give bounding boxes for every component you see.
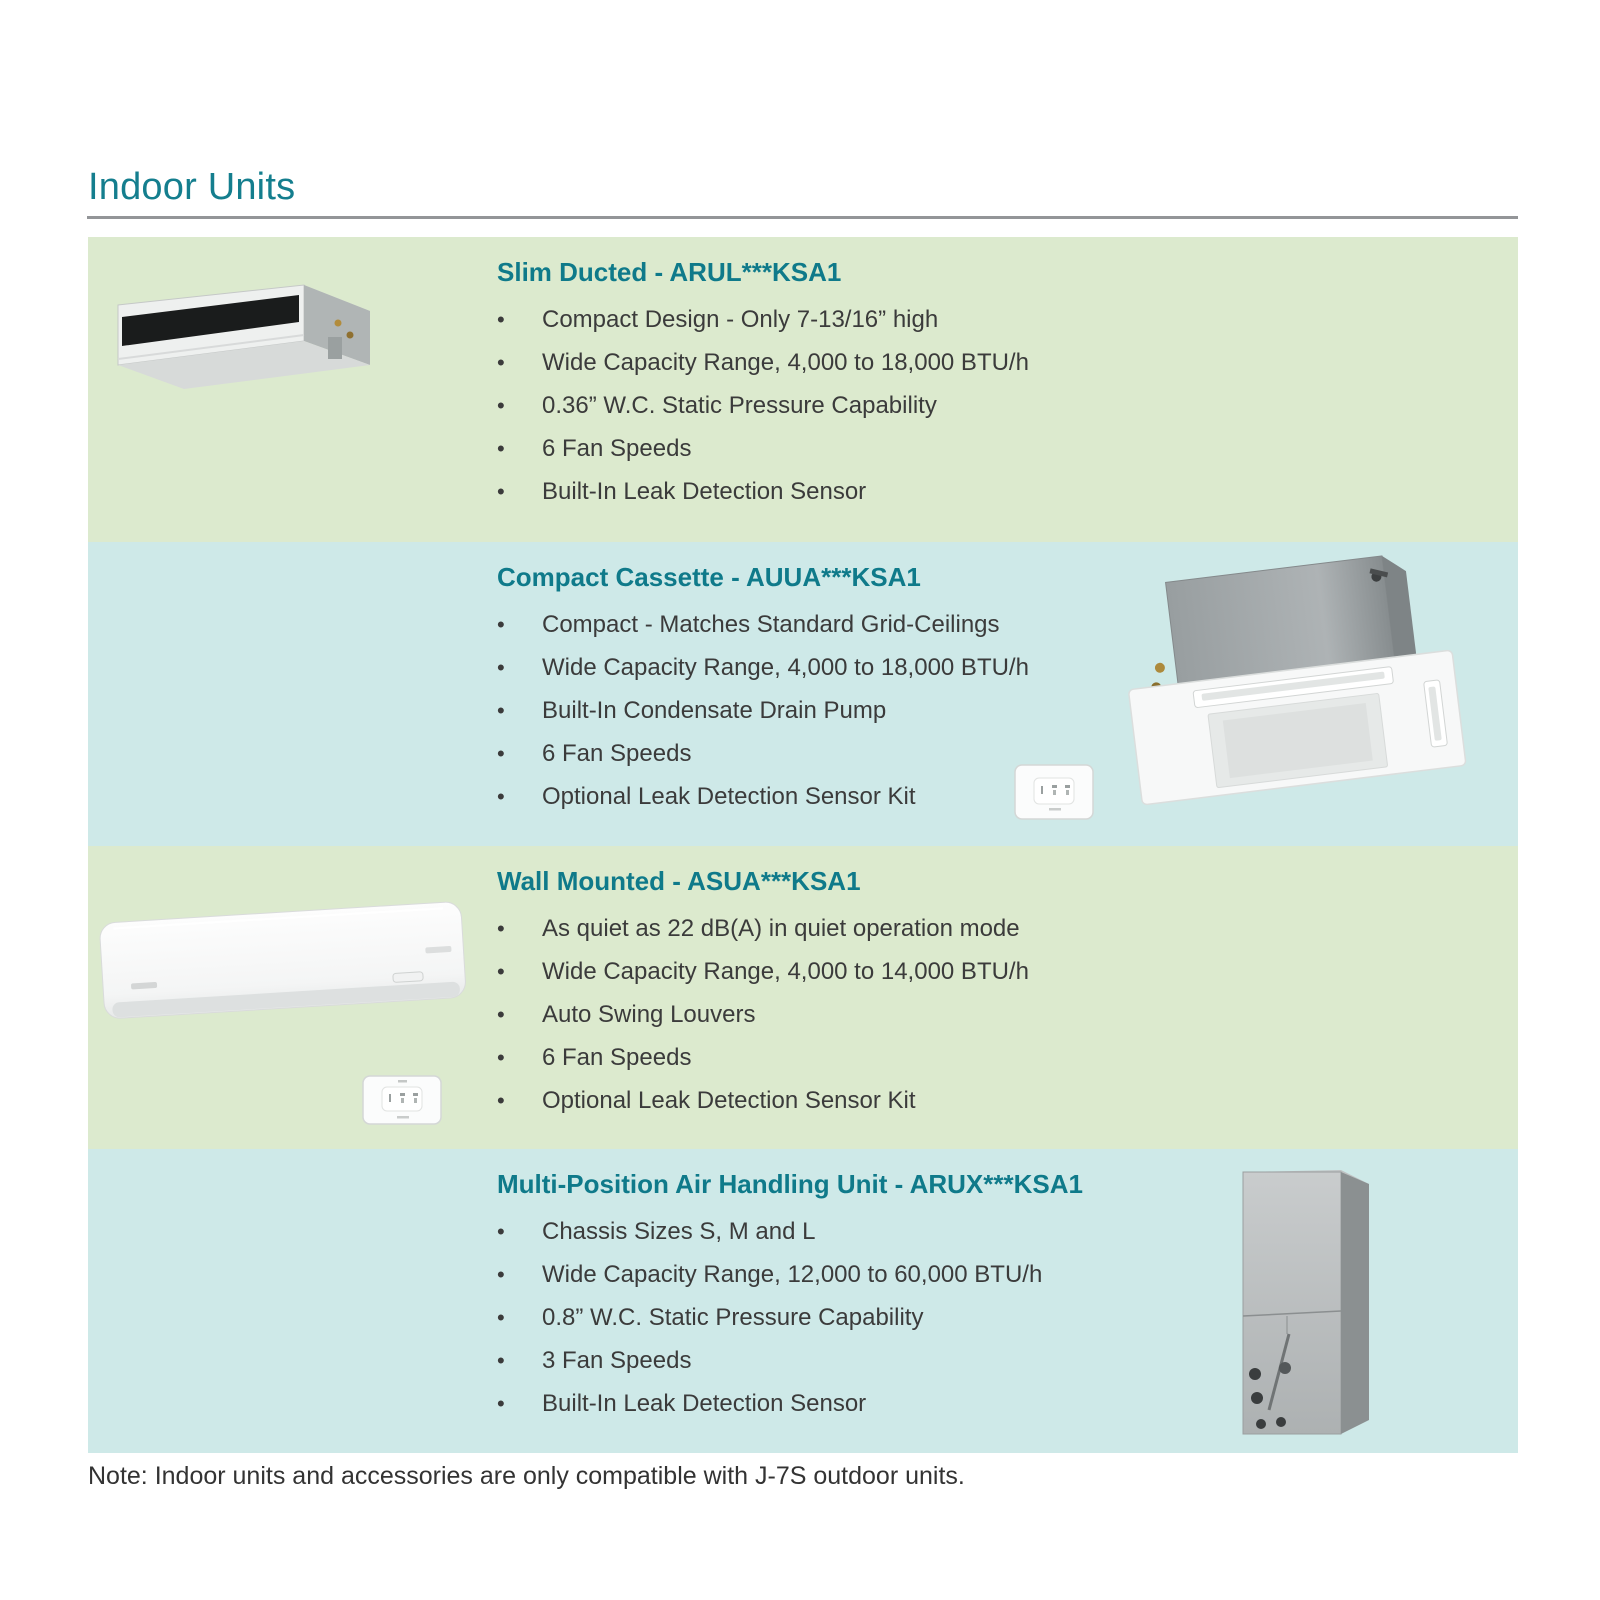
feature-text: 6 Fan Speeds [542,434,692,462]
feature-text: 0.8” W.C. Static Pressure Capability [542,1303,924,1331]
feature-text: As quiet as 22 dB(A) in quiet operation mode [542,914,1020,942]
feature-bullet [497,907,1257,950]
feature-text: Built-In Condensate Drain Pump [542,696,887,724]
feature-list [497,1210,1257,1425]
feature-text: 6 Fan Speeds [542,1043,692,1071]
compact-cassette-text [497,561,1257,818]
feature-list [497,603,1257,818]
feature-bullet [497,689,1257,732]
bullet-icon: • [497,697,505,723]
bullet-icon: • [497,349,505,375]
feature-bullet [497,470,1257,513]
feature-text: Built-In Leak Detection Sensor [542,477,867,505]
feature-bullet [497,1253,1257,1296]
feature-bullet [497,950,1257,993]
slim-ducted-unit-image [112,279,412,394]
bullet-icon: • [497,306,505,332]
wall-mounted-unit-image [96,884,476,1034]
feature-text: 3 Fan Speeds [542,1346,692,1374]
feature-bullet [497,427,1257,470]
feature-bullet [497,1079,1257,1122]
feature-bullet [497,732,1257,775]
feature-text: Wide Capacity Range, 4,000 to 18,000 BTU/h [542,653,1029,681]
section-air-handler [88,1149,1518,1453]
bullet-icon: • [497,1304,505,1330]
feature-list [497,907,1257,1122]
bullet-icon: • [497,1087,505,1113]
feature-text: 0.36” W.C. Static Pressure Capability [542,391,937,419]
feature-text: Optional Leak Detection Sensor Kit [542,782,916,810]
feature-bullet [497,1210,1257,1253]
section-slim-ducted [88,237,1518,542]
section-heading: Slim Ducted - ARUL***KSA1 [497,257,842,287]
feature-text: Optional Leak Detection Sensor Kit [542,1086,916,1114]
bullet-icon: • [497,1390,505,1416]
bullet-icon: • [497,1044,505,1070]
feature-bullet [497,646,1257,689]
bullet-icon: • [497,1347,505,1373]
bullet-icon: • [497,740,505,766]
feature-bullet [497,1382,1257,1425]
page-title: Indoor Units [88,166,296,208]
slim-ducted-text [497,256,1257,513]
product-sections [88,237,1518,1453]
feature-bullet [497,384,1257,427]
section-wall-mounted [88,846,1518,1149]
bullet-icon: • [497,435,505,461]
title-underline [87,216,1518,219]
section-heading: Multi-Position Air Handling Unit - ARUX***KSA1 [497,1169,1083,1199]
section-compact-cassette [88,542,1518,846]
feature-text: Auto Swing Louvers [542,1000,756,1028]
bullet-icon: • [497,1261,505,1287]
compatibility-note: Note: Indoor units and accessories are only compatible with J-7S outdoor units. [88,1462,965,1490]
bullet-icon: • [497,392,505,418]
bullet-icon: • [497,1001,505,1027]
feature-bullet [497,993,1257,1036]
section-heading: Wall Mounted - ASUA***KSA1 [497,866,861,896]
section-heading: Compact Cassette - AUUA***KSA1 [497,562,921,592]
feature-bullet [497,341,1257,384]
feature-text: Compact Design - Only 7-13/16” high [542,305,939,333]
feature-bullet [497,1036,1257,1079]
feature-text: 6 Fan Speeds [542,739,692,767]
bullet-icon: • [497,958,505,984]
feature-bullet [497,603,1257,646]
feature-list [497,298,1257,513]
feature-bullet [497,1296,1257,1339]
bullet-icon: • [497,915,505,941]
wired-remote-controller-image [361,1074,443,1126]
feature-bullet [497,1339,1257,1382]
bullet-icon: • [497,1218,505,1244]
bullet-icon: • [497,478,505,504]
feature-bullet [497,298,1257,341]
feature-text: Wide Capacity Range, 4,000 to 18,000 BTU/h [542,348,1029,376]
feature-text: Wide Capacity Range, 12,000 to 60,000 BTU/h [542,1260,1043,1288]
feature-bullet [497,775,1257,818]
wall-mounted-text [497,865,1257,1122]
feature-text: Built-In Leak Detection Sensor [542,1389,867,1417]
feature-text: Chassis Sizes S, M and L [542,1217,816,1245]
bullet-icon: • [497,783,505,809]
feature-text: Compact - Matches Standard Grid-Ceilings [542,610,1000,638]
feature-text: Wide Capacity Range, 4,000 to 14,000 BTU/h [542,957,1029,985]
bullet-icon: • [497,654,505,680]
bullet-icon: • [497,611,505,637]
air-handler-text [497,1168,1257,1425]
